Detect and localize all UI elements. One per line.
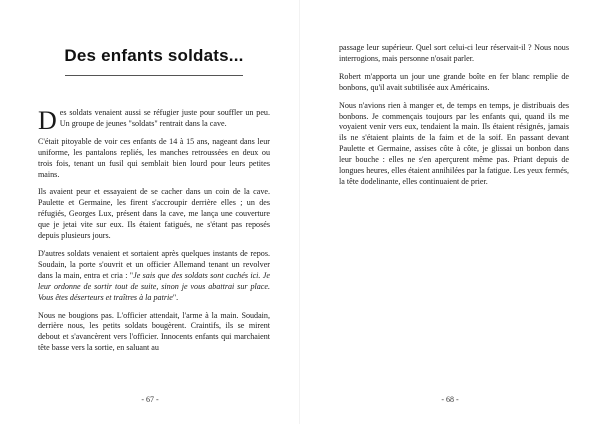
paragraph-distribution: Nous n'avions rien à manger et, de temps en temps, je distribuais des bonbons. Je commençais toujours par les enfants qui, quand ils me voyaient venir vers eux, tendaient la main. Ils étaient résignés, jamais ils ne s'étaient plaints de la faim et de la soif. En passant devant Paulette et Germaine, assises côte à côte, je glissai un bonbon dans leur bouche : elles ne s'en aperçurent même pas. Priant depuis de longues heures, elles étaient annihilées par la fatigue. Les yeux fermés, la tête dodelinante, elles continuaient de prier. — [339, 100, 569, 186]
officer-quote: Je sais que des soldats sont cachés ici. Je leur ordonne de sortir tout de suite, sinon je vous abattrai sur place. Vous êtes déserteurs et traîtres à la patrie — [38, 270, 270, 302]
left-page-text — [38, 108, 270, 361]
paragraph-1-text: es soldats venaient aussi se réfugier juste pour souffler un peu. Un groupe de jeunes "soldats" rentrait dans la cave. — [59, 108, 270, 128]
drop-cap: D — [38, 106, 57, 135]
paragraph-candy-box: Robert m'apporta un jour une grande boîte en fer blanc remplie de bonbons, qu'il avait subtilisée aux Américains. — [339, 71, 569, 92]
chapter-title: Des enfants soldats... — [64, 46, 244, 65]
paragraph-continued: passage leur supérieur. Quel sort celui-ci leur réservait-il ? Nous nous interrogions, mais personne n'osait parler. — [339, 43, 569, 63]
paragraph-3: Ils avaient peur et essayaient de se cacher dans un coin de la cave. Paulette et Germaine, les firent s'accroupir derrière elles ; un des réfugiés, Georges Lux, présent dans la cave, me lança une couverture que je jetai vite sur eux. Ils étaient fatigués, ne s'étant pas reposés depuis plusieurs jours. — [38, 187, 270, 241]
title-underline — [65, 75, 243, 76]
paragraph-5: Nous ne bougions pas. L'officier attendait, l'arme à la main. Soudain, derrière nous, les petits soldats bougèrent. Craintifs, ils se mirent debout et s'avancèrent vers l'officier. Innocents enfants qui marchaient tête basse vers la sortie, en saluant au — [38, 310, 270, 353]
right-page-text — [339, 43, 569, 195]
page-number-left: - 67 - — [141, 395, 159, 404]
paragraph-4-intro: D'autres soldats venaient et sortaient après quelques instants de repos. Soudain, la porte s'ouvrit et un officier Allemand tenant un revolver dans la main, entra et cria : " — [38, 248, 270, 280]
paragraph-4 — [38, 249, 270, 304]
right-page — [300, 0, 600, 424]
paragraph-2: C'était pitoyable de voir ces enfants de 14 à 15 ans, nageant dans leur uniforme, les pantalons repliés, les manches retroussées en deux ou trois fois, tenant un fusil qui semblait bien lourd pour leurs petites mains. — [38, 136, 270, 179]
paragraph-4-end: ". — [172, 292, 179, 302]
page-number-right: - 68 - — [441, 395, 459, 404]
paragraph-1 — [38, 106, 270, 135]
